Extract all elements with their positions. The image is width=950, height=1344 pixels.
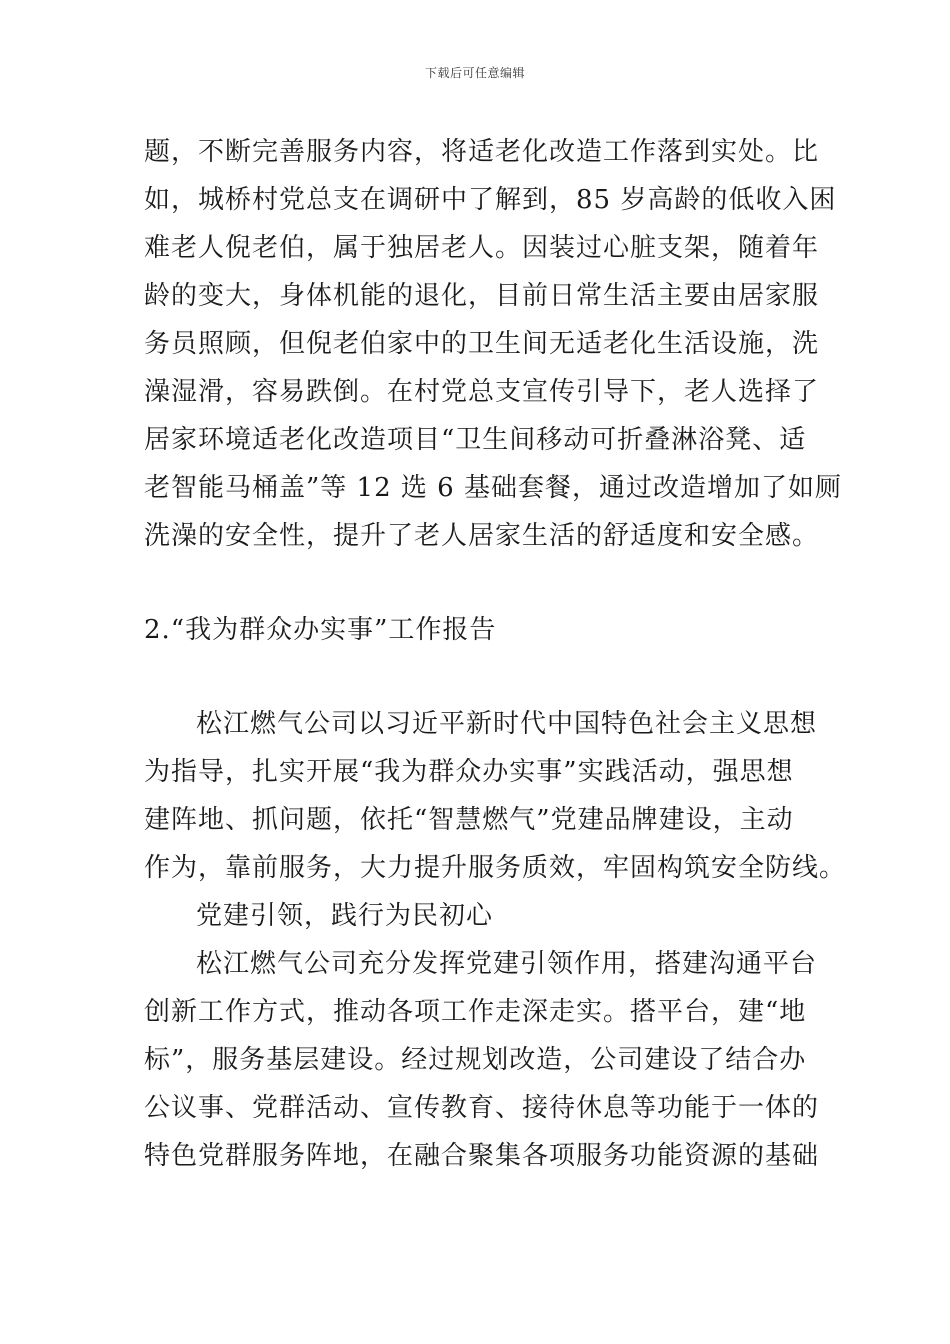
paragraph-1 bbox=[144, 128, 842, 560]
paragraph-line: 松江燃气公司以习近平新时代中国特色社会主义思想 bbox=[196, 709, 818, 739]
paragraph-line: 特色党群服务阵地，在融合聚集各项服务功能资源的基础 bbox=[144, 1141, 820, 1171]
paragraph-line: 创新工作方式，推动各项工作走深走实。搭平台，建“地 bbox=[144, 997, 807, 1027]
paragraph-line: 洗澡的安全性，提升了老人居家生活的舒适度和安全感。 bbox=[144, 521, 820, 551]
paragraph-line: 务员照顾，但倪老伯家中的卫生间无适老化生活设施，洗 bbox=[144, 329, 820, 359]
paragraph-line: 龄的变大，身体机能的退化，目前日常生活主要由居家服 bbox=[144, 281, 820, 311]
page-header: 下载后可任意编辑 bbox=[424, 66, 525, 80]
paragraph-line: 松江燃气公司充分发挥党建引领作用，搭建沟通平台 bbox=[196, 949, 818, 979]
subheading: 党建引领，践行为民初心 bbox=[196, 901, 494, 931]
paragraph-line: 如，城桥村党总支在调研中了解到，85 岁高龄的低收入困 bbox=[144, 185, 837, 215]
section-heading: 2.“我为群众办实事”工作报告 bbox=[144, 615, 497, 645]
paragraph-line: 为指导，扎实开展“我为群众办实事”实践活动，强思想 bbox=[144, 757, 794, 787]
spacer bbox=[144, 654, 808, 700]
paragraph-line: 标”，服务基层建设。经过规划改造，公司建设了结合办 bbox=[144, 1045, 807, 1075]
paragraph-line: 居家环境适老化改造项目“卫生间移动可折叠淋浴凳、适 bbox=[144, 425, 807, 455]
paragraph-line: 老智能马桶盖”等 12 选 6 基础套餐，通过改造增加了如厕 bbox=[144, 473, 842, 503]
document-body bbox=[144, 128, 847, 1180]
paragraph-line: 澡湿滑，容易跌倒。在村党总支宣传引导下，老人选择了 bbox=[144, 377, 820, 407]
paragraph-line: 公议事、党群活动、宣传教育、接待休息等功能于一体的 bbox=[144, 1093, 820, 1123]
paragraph-line: 建阵地、抓问题，依托“智慧燃气”党建品牌建设，主动 bbox=[144, 805, 794, 835]
paragraph-line: 题，不断完善服务内容，将适老化改造工作落到实处。比 bbox=[144, 137, 820, 167]
paragraph-2 bbox=[144, 700, 847, 892]
spacer bbox=[144, 560, 808, 606]
paragraph-line: 作为，靠前服务，大力提升服务质效，牢固构筑安全防线。 bbox=[144, 853, 847, 883]
paragraph-line: 难老人倪老伯，属于独居老人。因装过心脏支架，随着年 bbox=[144, 233, 820, 263]
paragraph-3 bbox=[144, 940, 820, 1180]
